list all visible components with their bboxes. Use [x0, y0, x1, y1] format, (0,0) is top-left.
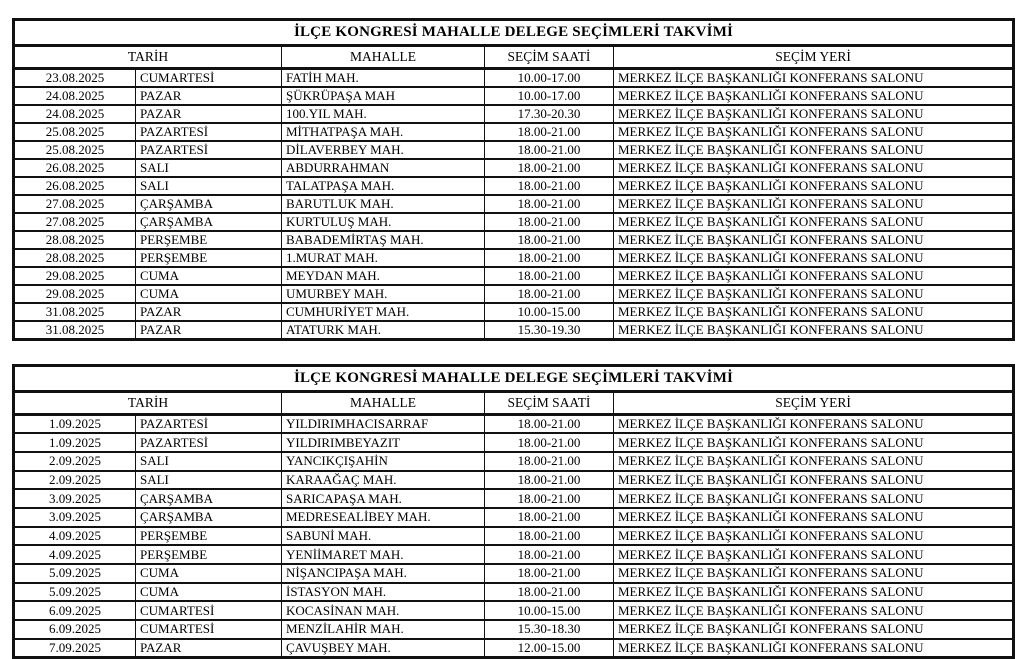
- table-row: [14, 231, 1014, 249]
- day-cell: PAZAR: [136, 639, 282, 658]
- column-header-venue: SEÇİM YERİ: [614, 46, 1014, 69]
- date-cell: 26.08.2025: [14, 159, 136, 177]
- date-cell: 1.09.2025: [14, 433, 136, 452]
- table-row: [14, 471, 1014, 490]
- date-cell: 26.08.2025: [14, 177, 136, 195]
- time-cell: 18.00-21.00: [485, 123, 614, 141]
- date-cell: 3.09.2025: [14, 489, 136, 508]
- day-cell: ÇARŞAMBA: [136, 195, 282, 213]
- day-cell: ÇARŞAMBA: [136, 508, 282, 527]
- day-cell: PAZAR: [136, 321, 282, 340]
- time-cell: 18.00-21.00: [485, 213, 614, 231]
- day-cell: SALI: [136, 177, 282, 195]
- venue-cell: MERKEZ İLÇE BAŞKANLIĞI KONFERANS SALONU: [614, 433, 1014, 452]
- venue-cell: MERKEZ İLÇE BAŞKANLIĞI KONFERANS SALONU: [614, 177, 1014, 195]
- time-cell: 15.30-18.30: [485, 620, 614, 639]
- date-cell: 25.08.2025: [14, 141, 136, 159]
- venue-cell: MERKEZ İLÇE BAŞKANLIĞI KONFERANS SALONU: [614, 545, 1014, 564]
- venue-cell: MERKEZ İLÇE BAŞKANLIĞI KONFERANS SALONU: [614, 601, 1014, 620]
- day-cell: CUMA: [136, 564, 282, 583]
- time-cell: 18.00-21.00: [485, 249, 614, 267]
- neighborhood-cell: ABDURRAHMAN: [282, 159, 485, 177]
- table-row: [14, 564, 1014, 583]
- neighborhood-cell: YENİİMARET MAH.: [282, 545, 485, 564]
- table-title-row: [14, 366, 1014, 392]
- venue-cell: MERKEZ İLÇE BAŞKANLIĞI KONFERANS SALONU: [614, 527, 1014, 546]
- neighborhood-cell: ÇAVUŞBEY MAH.: [282, 639, 485, 658]
- table-title-row: [14, 20, 1014, 46]
- day-cell: ÇARŞAMBA: [136, 489, 282, 508]
- table-row: [14, 415, 1014, 434]
- date-cell: 5.09.2025: [14, 583, 136, 602]
- table-row: [14, 527, 1014, 546]
- neighborhood-cell: BARUTLUK MAH.: [282, 195, 485, 213]
- time-cell: 10.00-17.00: [485, 87, 614, 105]
- table-row: [14, 285, 1014, 303]
- column-header-neighborhood: MAHALLE: [282, 392, 485, 415]
- day-cell: PERŞEMBE: [136, 249, 282, 267]
- venue-cell: MERKEZ İLÇE BAŞKANLIĞI KONFERANS SALONU: [614, 87, 1014, 105]
- neighborhood-cell: 100.YIL MAH.: [282, 105, 485, 123]
- date-cell: 6.09.2025: [14, 601, 136, 620]
- time-cell: 10.00-17.00: [485, 69, 614, 88]
- neighborhood-cell: BABADEMİRTAŞ MAH.: [282, 231, 485, 249]
- neighborhood-cell: MEYDAN MAH.: [282, 267, 485, 285]
- table-row: [14, 601, 1014, 620]
- neighborhood-cell: DİLAVERBEY MAH.: [282, 141, 485, 159]
- neighborhood-cell: SARICAPAŞA MAH.: [282, 489, 485, 508]
- schedule-rows-august: [14, 69, 1014, 340]
- date-cell: 23.08.2025: [14, 69, 136, 88]
- date-cell: 29.08.2025: [14, 267, 136, 285]
- neighborhood-cell: UMURBEY MAH.: [282, 285, 485, 303]
- time-cell: 15.30-19.30: [485, 321, 614, 340]
- date-cell: 6.09.2025: [14, 620, 136, 639]
- venue-cell: MERKEZ İLÇE BAŞKANLIĞI KONFERANS SALONU: [614, 471, 1014, 490]
- date-cell: 7.09.2025: [14, 639, 136, 658]
- neighborhood-cell: YILDIRIMBEYAZIT: [282, 433, 485, 452]
- date-cell: 5.09.2025: [14, 564, 136, 583]
- date-cell: 28.08.2025: [14, 231, 136, 249]
- time-cell: 18.00-21.00: [485, 527, 614, 546]
- time-cell: 18.00-21.00: [485, 471, 614, 490]
- date-cell: 4.09.2025: [14, 545, 136, 564]
- time-cell: 18.00-21.00: [485, 177, 614, 195]
- venue-cell: MERKEZ İLÇE BAŞKANLIĞI KONFERANS SALONU: [614, 452, 1014, 471]
- venue-cell: MERKEZ İLÇE BAŞKANLIĞI KONFERANS SALONU: [614, 564, 1014, 583]
- column-header-date: TARİH: [14, 392, 282, 415]
- venue-cell: MERKEZ İLÇE BAŞKANLIĞI KONFERANS SALONU: [614, 231, 1014, 249]
- date-cell: 24.08.2025: [14, 87, 136, 105]
- election-schedule-table-september: [12, 364, 1015, 659]
- time-cell: 18.00-21.00: [485, 231, 614, 249]
- neighborhood-cell: MEDRESEALİBEY MAH.: [282, 508, 485, 527]
- neighborhood-cell: KOCASİNAN MAH.: [282, 601, 485, 620]
- time-cell: 18.00-21.00: [485, 508, 614, 527]
- day-cell: PERŞEMBE: [136, 545, 282, 564]
- day-cell: CUMARTESİ: [136, 620, 282, 639]
- venue-cell: MERKEZ İLÇE BAŞKANLIĞI KONFERANS SALONU: [614, 321, 1014, 340]
- time-cell: 18.00-21.00: [485, 545, 614, 564]
- date-cell: 2.09.2025: [14, 471, 136, 490]
- venue-cell: MERKEZ İLÇE BAŞKANLIĞI KONFERANS SALONU: [614, 159, 1014, 177]
- table-row: [14, 303, 1014, 321]
- column-header-time: SEÇİM SAATİ: [485, 392, 614, 415]
- venue-cell: MERKEZ İLÇE BAŞKANLIĞI KONFERANS SALONU: [614, 639, 1014, 658]
- venue-cell: MERKEZ İLÇE BAŞKANLIĞI KONFERANS SALONU: [614, 620, 1014, 639]
- day-cell: PAZAR: [136, 87, 282, 105]
- day-cell: CUMA: [136, 583, 282, 602]
- venue-cell: MERKEZ İLÇE BAŞKANLIĞI KONFERANS SALONU: [614, 195, 1014, 213]
- day-cell: PAZARTESİ: [136, 141, 282, 159]
- venue-cell: MERKEZ İLÇE BAŞKANLIĞI KONFERANS SALONU: [614, 249, 1014, 267]
- table-row: [14, 452, 1014, 471]
- day-cell: SALI: [136, 159, 282, 177]
- table-row: [14, 105, 1014, 123]
- venue-cell: MERKEZ İLÇE BAŞKANLIĞI KONFERANS SALONU: [614, 141, 1014, 159]
- day-cell: ÇARŞAMBA: [136, 213, 282, 231]
- table-row: [14, 177, 1014, 195]
- table-title: İLÇE KONGRESİ MAHALLE DELEGE SEÇİMLERİ TAKVİMİ: [14, 366, 1014, 392]
- neighborhood-cell: YILDIRIMHACISARRAF: [282, 415, 485, 434]
- neighborhood-cell: KARAAĞAÇ MAH.: [282, 471, 485, 490]
- time-cell: 18.00-21.00: [485, 195, 614, 213]
- time-cell: 18.00-21.00: [485, 489, 614, 508]
- table-row: [14, 213, 1014, 231]
- neighborhood-cell: CUMHURİYET MAH.: [282, 303, 485, 321]
- venue-cell: MERKEZ İLÇE BAŞKANLIĞI KONFERANS SALONU: [614, 285, 1014, 303]
- schedule-rows-september: [14, 415, 1014, 658]
- day-cell: PERŞEMBE: [136, 527, 282, 546]
- day-cell: CUMARTESİ: [136, 69, 282, 88]
- day-cell: PAZAR: [136, 303, 282, 321]
- table-row: [14, 321, 1014, 340]
- table-row: [14, 141, 1014, 159]
- day-cell: PERŞEMBE: [136, 231, 282, 249]
- table-row: [14, 267, 1014, 285]
- date-cell: 24.08.2025: [14, 105, 136, 123]
- column-header-date: TARİH: [14, 46, 282, 69]
- table-header-row: [14, 46, 1014, 69]
- table-row: [14, 639, 1014, 658]
- day-cell: SALI: [136, 452, 282, 471]
- column-header-neighborhood: MAHALLE: [282, 46, 485, 69]
- day-cell: CUMA: [136, 267, 282, 285]
- neighborhood-cell: 1.MURAT MAH.: [282, 249, 485, 267]
- time-cell: 18.00-21.00: [485, 267, 614, 285]
- time-cell: 18.00-21.00: [485, 564, 614, 583]
- venue-cell: MERKEZ İLÇE BAŞKANLIĞI KONFERANS SALONU: [614, 583, 1014, 602]
- table-row: [14, 620, 1014, 639]
- table-header-row: [14, 392, 1014, 415]
- column-header-time: SEÇİM SAATİ: [485, 46, 614, 69]
- date-cell: 3.09.2025: [14, 508, 136, 527]
- column-header-venue: SEÇİM YERİ: [614, 392, 1014, 415]
- day-cell: CUMA: [136, 285, 282, 303]
- time-cell: 10.00-15.00: [485, 601, 614, 620]
- venue-cell: MERKEZ İLÇE BAŞKANLIĞI KONFERANS SALONU: [614, 303, 1014, 321]
- neighborhood-cell: KURTULUŞ MAH.: [282, 213, 485, 231]
- time-cell: 18.00-21.00: [485, 415, 614, 434]
- neighborhood-cell: İSTASYON MAH.: [282, 583, 485, 602]
- day-cell: SALI: [136, 471, 282, 490]
- date-cell: 25.08.2025: [14, 123, 136, 141]
- neighborhood-cell: YANCIKÇIŞAHİN: [282, 452, 485, 471]
- date-cell: 27.08.2025: [14, 213, 136, 231]
- time-cell: 18.00-21.00: [485, 141, 614, 159]
- date-cell: 27.08.2025: [14, 195, 136, 213]
- date-cell: 1.09.2025: [14, 415, 136, 434]
- venue-cell: MERKEZ İLÇE BAŞKANLIĞI KONFERANS SALONU: [614, 508, 1014, 527]
- day-cell: PAZARTESİ: [136, 433, 282, 452]
- table-row: [14, 195, 1014, 213]
- day-cell: PAZAR: [136, 105, 282, 123]
- day-cell: CUMARTESİ: [136, 601, 282, 620]
- table-row: [14, 545, 1014, 564]
- venue-cell: MERKEZ İLÇE BAŞKANLIĞI KONFERANS SALONU: [614, 123, 1014, 141]
- venue-cell: MERKEZ İLÇE BAŞKANLIĞI KONFERANS SALONU: [614, 415, 1014, 434]
- table-row: [14, 489, 1014, 508]
- neighborhood-cell: MİTHATPAŞA MAH.: [282, 123, 485, 141]
- date-cell: 4.09.2025: [14, 527, 136, 546]
- neighborhood-cell: TALATPAŞA MAH.: [282, 177, 485, 195]
- time-cell: 10.00-15.00: [485, 303, 614, 321]
- neighborhood-cell: NİŞANCIPAŞA MAH.: [282, 564, 485, 583]
- day-cell: PAZARTESİ: [136, 415, 282, 434]
- table-row: [14, 159, 1014, 177]
- table-row: [14, 583, 1014, 602]
- date-cell: 31.08.2025: [14, 303, 136, 321]
- table-row: [14, 69, 1014, 88]
- table-row: [14, 87, 1014, 105]
- table-row: [14, 433, 1014, 452]
- time-cell: 18.00-21.00: [485, 433, 614, 452]
- time-cell: 18.00-21.00: [485, 583, 614, 602]
- neighborhood-cell: ŞÜKRÜPAŞA MAH: [282, 87, 485, 105]
- venue-cell: MERKEZ İLÇE BAŞKANLIĞI KONFERANS SALONU: [614, 489, 1014, 508]
- venue-cell: MERKEZ İLÇE BAŞKANLIĞI KONFERANS SALONU: [614, 69, 1014, 88]
- table-row: [14, 249, 1014, 267]
- election-schedule-table-august: [12, 18, 1015, 341]
- date-cell: 2.09.2025: [14, 452, 136, 471]
- neighborhood-cell: ATATURK MAH.: [282, 321, 485, 340]
- venue-cell: MERKEZ İLÇE BAŞKANLIĞI KONFERANS SALONU: [614, 105, 1014, 123]
- date-cell: 28.08.2025: [14, 249, 136, 267]
- time-cell: 18.00-21.00: [485, 159, 614, 177]
- table-row: [14, 508, 1014, 527]
- time-cell: 12.00-15.00: [485, 639, 614, 658]
- table-title: İLÇE KONGRESİ MAHALLE DELEGE SEÇİMLERİ TAKVİMİ: [14, 20, 1014, 46]
- neighborhood-cell: MENZİLAHİR MAH.: [282, 620, 485, 639]
- neighborhood-cell: FATİH MAH.: [282, 69, 485, 88]
- time-cell: 18.00-21.00: [485, 452, 614, 471]
- time-cell: 18.00-21.00: [485, 285, 614, 303]
- neighborhood-cell: SABUNİ MAH.: [282, 527, 485, 546]
- venue-cell: MERKEZ İLÇE BAŞKANLIĞI KONFERANS SALONU: [614, 267, 1014, 285]
- venue-cell: MERKEZ İLÇE BAŞKANLIĞI KONFERANS SALONU: [614, 213, 1014, 231]
- time-cell: 17.30-20.30: [485, 105, 614, 123]
- table-row: [14, 123, 1014, 141]
- day-cell: PAZARTESİ: [136, 123, 282, 141]
- date-cell: 29.08.2025: [14, 285, 136, 303]
- date-cell: 31.08.2025: [14, 321, 136, 340]
